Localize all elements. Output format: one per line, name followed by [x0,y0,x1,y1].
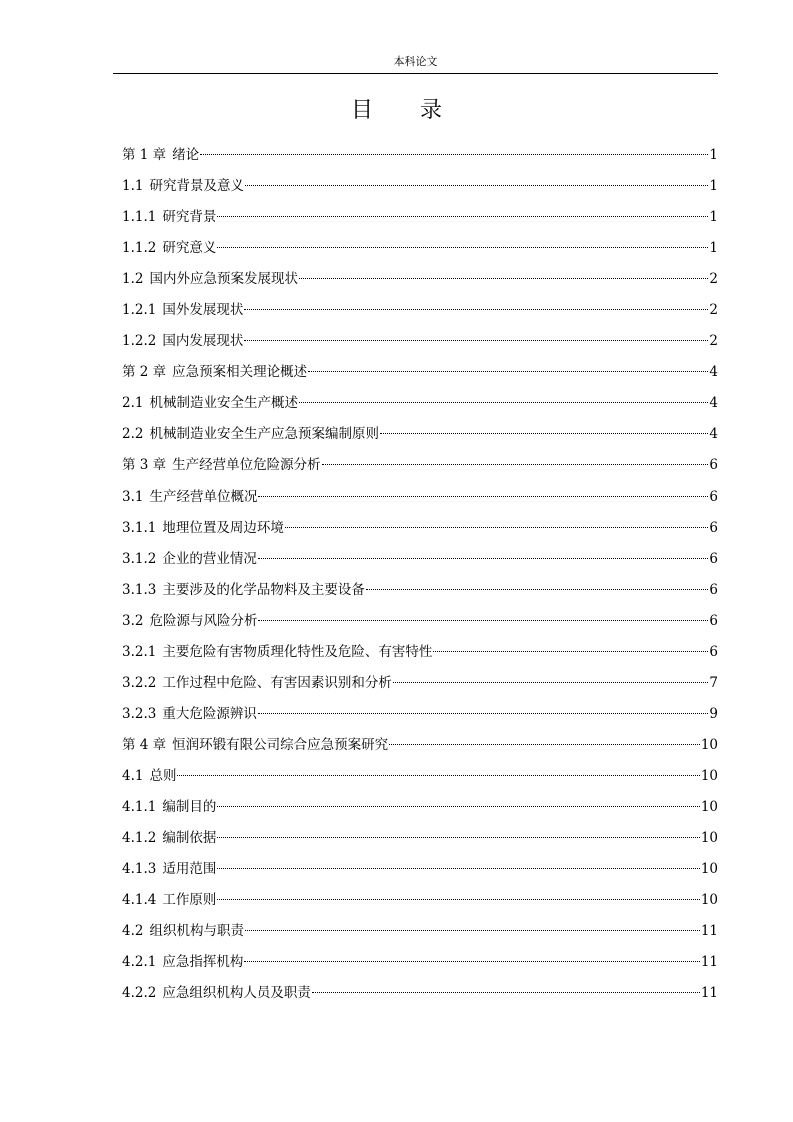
toc-dot-leader [258,496,708,497]
toc-entry-title: 主要危险有害物质理化特性及危险、有害特性 [162,643,433,660]
toc-entry-label [122,513,284,544]
toc-entry[interactable] [122,947,718,978]
toc-entry-number: 3.2 [122,612,144,629]
toc-entry-label [122,419,379,450]
toc-entry[interactable] [122,544,718,575]
toc-entry-label [122,885,216,916]
toc-entry-label [122,637,432,668]
toc-dot-leader [217,868,699,869]
toc-entry-page-number: 10 [700,892,718,909]
toc-entry-number: 1.2 [122,271,144,288]
toc-entry-title: 生产经营单位危险源分析 [172,457,321,474]
toc-entry-number: 3.2.2 [122,674,157,691]
toc-entry-page-number: 10 [700,736,718,753]
toc-entry-label [122,947,243,978]
toc-entry-title: 国内外应急预案发展现状 [149,271,298,288]
toc-entry-title: 机械制造业安全生产应急预案编制原则 [149,426,379,443]
toc-entry-title: 应急预案相关理论概述 [172,364,308,381]
toc-entry-page-number: 9 [709,705,718,722]
toc-entry-label [122,668,392,699]
toc-entry[interactable] [122,854,718,885]
toc-entry[interactable] [122,357,718,388]
toc-dot-leader [244,961,699,962]
toc-entry-title: 工作过程中危险、有害因素识别和分析 [162,674,392,691]
toc-entry-page-number: 4 [709,426,718,443]
toc-entry-title: 生产经营单位概况 [149,488,258,505]
toc-entry-page-number: 1 [709,178,718,195]
toc-entry-label [122,202,216,233]
toc-entry[interactable] [122,482,718,513]
toc-entry[interactable] [122,668,718,699]
toc-entry-number: 2.2 [122,426,144,443]
toc-entry-label [122,978,311,1009]
toc-entry-page-number: 6 [709,612,718,629]
toc-dot-leader [217,899,699,900]
toc-entry[interactable] [122,140,718,171]
toc-entry-title: 主要涉及的化学品物料及主要设备 [162,581,365,598]
toc-dot-leader [177,775,699,776]
toc-entry[interactable] [122,978,718,1009]
toc-entry-label [122,916,244,947]
toc-entry-label [122,171,244,202]
toc-entry-title: 危险源与风险分析 [149,612,258,629]
toc-entry-label [122,544,257,575]
toc-entry[interactable] [122,295,718,326]
toc-entry-label [122,326,243,357]
toc-entry-page-number: 2 [709,302,718,319]
toc-entry-page-number: 4 [709,364,718,381]
toc-entry-number: 4.1.3 [122,861,157,878]
toc-dot-leader [322,464,709,465]
toc-entry[interactable] [122,916,718,947]
toc-entry-label [122,295,243,326]
toc-entry-label [122,792,216,823]
toc-entry-page-number: 10 [700,861,718,878]
toc-dot-leader [217,806,699,807]
toc-entry-title: 研究背景及意义 [149,178,244,195]
toc-entry-number: 第 2 章 [122,364,167,381]
toc-entry-title: 地理位置及周边环境 [162,519,284,536]
toc-entry-title: 恒润环锻有限公司综合应急预案研究 [172,736,389,753]
toc-entry-page-number: 11 [700,923,718,940]
toc-dot-leader [258,713,709,714]
toc-entry-label [122,730,388,761]
toc-entry-label [122,823,216,854]
toc-dot-leader [245,930,700,931]
toc-entry[interactable] [122,171,718,202]
toc-entry-page-number: 1 [709,147,718,163]
toc-dot-leader [366,589,709,590]
toc-entry[interactable] [122,792,718,823]
toc-entry[interactable] [122,419,718,450]
toc-entry-page-number: 10 [700,767,718,784]
toc-dot-leader [389,744,700,745]
toc-entry-page-number: 10 [700,830,718,847]
toc-entry-page-number: 11 [700,954,718,971]
toc-entry-title: 研究背景 [162,209,217,226]
toc-entry[interactable] [122,823,718,854]
toc-entry-number: 1.2.1 [122,302,157,319]
toc-entry-page-number: 1 [709,240,718,257]
toc-entry-number: 第 3 章 [122,457,167,474]
toc-entry-number: 4.2 [122,923,144,940]
toc-entry-number: 第 1 章 [122,147,167,163]
toc-entry-page-number: 6 [709,519,718,536]
toc-dot-leader [245,185,708,186]
toc-entry[interactable] [122,388,718,419]
toc-entry-number: 第 4 章 [122,736,167,753]
toc-entry[interactable] [122,450,718,481]
toc-dot-leader [217,837,699,838]
toc-entry[interactable] [122,326,718,357]
toc-entry[interactable] [122,699,718,730]
toc-entry-title: 国外发展现状 [162,302,244,319]
toc-entry-page-number: 10 [700,798,718,815]
toc-entry-label [122,264,298,295]
toc-entry-title: 绪论 [172,147,200,163]
toc-entry-number: 4.2.1 [122,954,157,971]
toc-entry[interactable] [122,761,718,792]
toc-entry-label [122,357,307,388]
toc-entry-number: 1.2.2 [122,333,157,350]
toc-entry[interactable] [122,513,718,544]
page-title: 目 录 [351,98,462,123]
toc-entry-label [122,233,216,264]
table-of-contents [122,140,718,1009]
toc-entry-label [122,575,365,606]
toc-entry-title: 应急指挥机构 [162,954,244,971]
toc-entry-number: 3.1.2 [122,550,157,567]
toc-entry-number: 3.1.1 [122,519,157,536]
toc-dot-leader [308,371,708,372]
toc-entry[interactable] [122,606,718,637]
toc-dot-leader [258,558,709,559]
toc-dot-leader [433,651,708,652]
toc-entry[interactable] [122,264,718,295]
toc-dot-leader [217,247,708,248]
toc-entry-title: 适用范围 [162,861,217,878]
toc-entry-page-number: 6 [709,550,718,567]
toc-entry-title: 工作原则 [162,892,217,909]
toc-entry-title: 组织机构与职责 [149,923,244,940]
toc-entry-number: 4.1.2 [122,830,157,847]
toc-entry-number: 2.1 [122,395,144,412]
toc-entry-number: 1.1.1 [122,209,157,226]
toc-entry-label [122,761,176,792]
toc-entry-title: 研究意义 [162,240,217,257]
toc-entry-title: 企业的营业情况 [162,550,257,567]
toc-dot-leader [312,992,700,993]
toc-entry-number: 4.1.1 [122,798,157,815]
toc-entry-label [122,854,216,885]
toc-entry[interactable] [122,730,718,761]
toc-entry-page-number: 2 [709,333,718,350]
toc-entry-page-number: 6 [709,488,718,505]
toc-entry-number: 3.1 [122,488,144,505]
toc-entry[interactable] [122,885,718,916]
toc-dot-leader [393,682,709,683]
toc-entry-label [122,450,321,481]
toc-entry-number: 4.1.4 [122,892,157,909]
page-header: 本科论文 [393,55,438,68]
toc-entry-page-number: 1 [709,209,718,226]
toc-dot-leader [285,527,709,528]
toc-dot-leader [380,433,708,434]
toc-entry-title: 应急组织机构人员及职责 [162,985,311,1002]
toc-dot-leader [200,154,708,155]
toc-entry-page-number: 7 [709,674,718,691]
toc-entry-label [122,482,257,513]
toc-entry-page-number: 2 [709,271,718,288]
toc-dot-leader [258,620,708,621]
toc-entry-label [122,699,257,730]
toc-dot-leader [299,278,708,279]
toc-entry-title: 编制依据 [162,830,217,847]
toc-entry-label [122,388,298,419]
header-divider [113,73,718,74]
toc-entry-number: 3.2.3 [122,705,157,722]
toc-entry[interactable] [122,575,718,606]
toc-dot-leader [244,340,708,341]
toc-entry-number: 4.2.2 [122,985,157,1002]
toc-entry-label [122,140,199,171]
toc-entry-title: 总则 [149,767,177,784]
toc-entry-page-number: 6 [709,643,718,660]
toc-entry-title: 机械制造业安全生产概述 [149,395,298,412]
toc-entry-title: 国内发展现状 [162,333,244,350]
toc-entry-number: 3.2.1 [122,643,157,660]
toc-entry-page-number: 4 [709,395,718,412]
toc-dot-leader [217,216,708,217]
toc-entry-number: 3.1.3 [122,581,157,598]
toc-entry-number: 1.1 [122,178,144,195]
toc-entry[interactable] [122,637,718,668]
toc-entry-number: 4.1 [122,767,144,784]
toc-entry-number: 1.1.2 [122,240,157,257]
toc-entry-title: 编制目的 [162,798,217,815]
toc-dot-leader [244,309,708,310]
toc-entry-label [122,606,257,637]
toc-entry[interactable] [122,202,718,233]
toc-entry[interactable] [122,233,718,264]
toc-dot-leader [299,402,708,403]
toc-entry-page-number: 6 [709,457,718,474]
toc-entry-page-number: 6 [709,581,718,598]
toc-entry-title: 重大危险源辨识 [162,705,257,722]
toc-entry-page-number: 11 [700,985,718,1002]
